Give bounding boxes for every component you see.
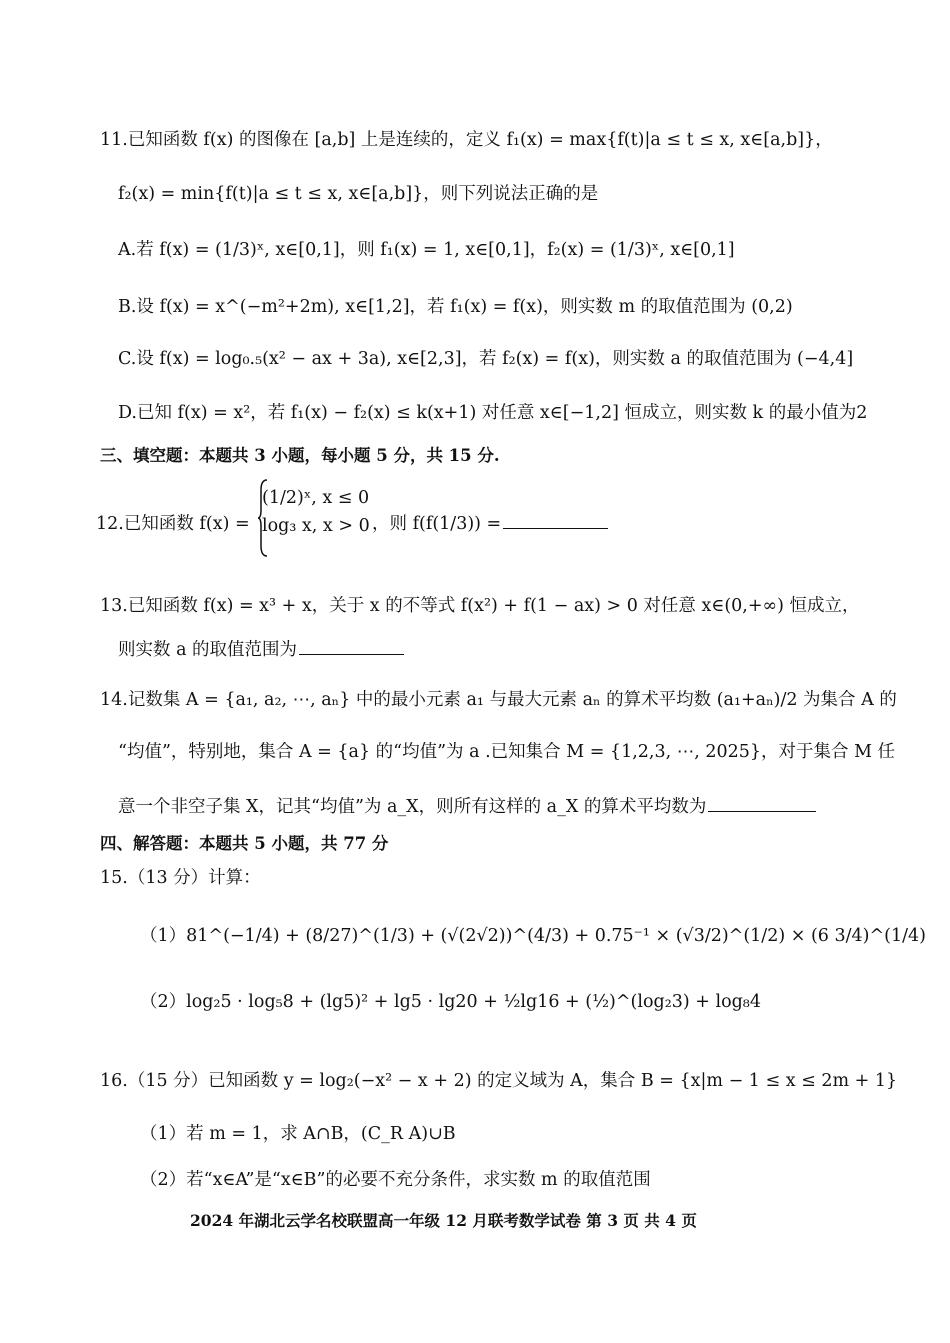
q14-line3 — [118, 797, 816, 818]
q14-line1: 14.记数集 A = {a₁, a₂, ⋯, aₙ} 中的最小元素 a₁ 与最大元素 aₙ 的算术平均数 (a₁+aₙ)/2 为集合 A 的 — [100, 690, 897, 710]
q11-line2: f₂(x) = min{f(t)|a ≤ t ≤ x, x∈[a,b]}，则下列说法正确的是 — [118, 184, 599, 204]
q12-answer-blank[interactable] — [503, 527, 608, 529]
section-3-heading: 三、填空题：本题共 3 小题，每小题 5 分，共 15 分. — [100, 446, 500, 465]
q15-heading: 15.（13 分）计算： — [100, 868, 261, 888]
q12-prefix: 12.已知函数 f(x) = — [96, 514, 250, 534]
page-footer: 2024 年湖北云学名校联盟高一年级 12 月联考数学试卷 第 3 页 共 4 页 — [190, 1211, 697, 1230]
q11-option-c: C.设 f(x) = log₀.₅(x² − ax + 3a), x∈[2,3]，若 f₂(x) = f(x)，则实数 a 的取值范围为 (−4,4] — [118, 349, 854, 369]
q12-case-1: (1/2)ˣ, x ≤ 0 — [262, 488, 370, 508]
q16-heading: 16.（15 分）已知函数 y = log₂(−x² − x + 2) 的定义域为 A，集合 B = {x|m − 1 ≤ x ≤ 2m + 1} — [100, 1071, 898, 1091]
q15-part-1: （1）81^(−1/4) + (8/27)^(1/3) + (√(2√2))^(4/3) + 0.75⁻¹ × (√3/2)^(1/2) × (6 3/4)^(1/4) — [140, 926, 926, 946]
q11-option-b: B.设 f(x) = x^(−m²+2m), x∈[1,2]，若 f₁(x) = f(x)，则实数 m 的取值范围为 (0,2) — [118, 297, 793, 317]
q16-part-1: （1）若 m = 1，求 A∩B，(C_R A)∪B — [140, 1124, 456, 1144]
q11-option-d: D.已知 f(x) = x²，若 f₁(x) − f₂(x) ≤ k(x+1) 对任意 x∈[−1,2] 恒成立，则实数 k 的最小值为2 — [118, 403, 868, 423]
section-4-heading: 四、解答题：本题共 5 小题，共 77 分 — [100, 834, 389, 853]
q12-suffix — [372, 510, 608, 535]
q12-cases — [262, 484, 370, 540]
q11-line1: 11.已知函数 f(x) 的图像在 [a,b] 上是连续的，定义 f₁(x) = max{f(t)|a ≤ t ≤ x, x∈[a,b]}， — [100, 130, 833, 150]
q13-line1: 13.已知函数 f(x) = x³ + x，关于 x 的不等式 f(x²) + f(1 − ax) > 0 对任意 x∈(0,+∞) 恒成立， — [100, 596, 860, 616]
q14-line3-text: 意一个非空子集 X，记其“均值”为 a_X，则所有这样的 a_X 的算术平均数为 — [118, 797, 707, 817]
q16-part-2: （2）若“x∈A”是“x∈B”的必要不充分条件，求实数 m 的取值范围 — [140, 1170, 651, 1190]
q11-option-a: A.若 f(x) = (1/3)ˣ, x∈[0,1]，则 f₁(x) = 1, x∈[0,1]，f₂(x) = (1/3)ˣ, x∈[0,1] — [118, 240, 735, 260]
q13-line2 — [118, 640, 404, 661]
q14-answer-blank[interactable] — [708, 810, 816, 812]
q14-line2: “均值”，特别地，集合 A = {a} 的“均值”为 a .已知集合 M = {1,2,3, ⋯, 2025}，对于集合 M 任 — [118, 742, 896, 762]
q12-case-2: log₃ x, x > 0 — [262, 516, 370, 536]
q13-answer-blank[interactable] — [299, 653, 404, 655]
q13-line2-text: 则实数 a 的取值范围为 — [118, 640, 298, 660]
q12-suffix-text: ，则 f(f(1/3)) = — [372, 514, 502, 534]
q15-part-2: （2）log₂5 · log₅8 + (lg5)² + lg5 · lg20 + ½lg16 + (½)^(log₂3) + log₈4 — [140, 992, 761, 1012]
